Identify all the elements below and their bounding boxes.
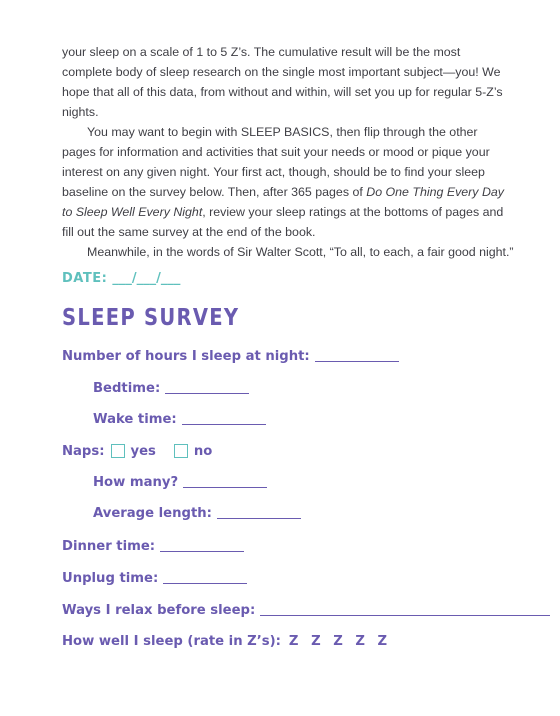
hours-label: Number of hours I sleep at night: <box>62 349 310 364</box>
rating-row <box>62 634 391 649</box>
naps-no-label: no <box>193 444 213 459</box>
naps-no-checkbox[interactable] <box>174 444 188 458</box>
paragraph-3: Meanwhile, in the words of Sir Walter Scott, “To all, to each, a fair good night.” <box>87 245 514 259</box>
survey-title: SLEEP SURVEY <box>62 305 240 331</box>
relax-row <box>62 603 550 618</box>
book-title: Do One Thing Every Day to Sleep Well Every Night <box>62 185 504 219</box>
dinner-field[interactable] <box>160 551 244 552</box>
how-many-row <box>93 475 267 490</box>
intro-text <box>62 42 514 262</box>
avg-length-row <box>93 506 301 521</box>
bedtime-row <box>93 381 249 396</box>
bedtime-field[interactable] <box>165 393 249 394</box>
avg-length-label: Average length: <box>93 506 212 521</box>
paragraph-2-end: , review your sleep ratings at the bottoms of pages and fill out the same survey at the end of the book. <box>62 205 504 239</box>
date-label: DATE: <box>62 271 108 286</box>
hours-row <box>62 349 399 364</box>
paragraph-1: your sleep on a scale of 1 to 5 Z’s. The cumulative result will be the most complete body of sleep research on the single most important subject—you! We hope that all of this data, from without and within, will set you up for regular 5-Z’s nights. <box>62 45 503 119</box>
waketime-field[interactable] <box>182 424 266 425</box>
naps-yes-label: yes <box>130 444 156 459</box>
how-many-label: How many? <box>93 475 179 490</box>
hours-field[interactable] <box>315 361 399 362</box>
naps-label: Naps: <box>62 444 105 459</box>
how-many-field[interactable] <box>183 487 267 488</box>
waketime-label: Wake time: <box>93 412 177 427</box>
bedtime-label: Bedtime: <box>93 381 161 396</box>
paragraph-2-start: You may want to begin with SLEEP BASICS, then flip through the other pages for information and activities that suit your needs or mood or pique your interest on any given night. Your first act, though, should be to find your sleep baseline on the survey below. Then, after 365 pages of <box>62 125 490 199</box>
unplug-row <box>62 571 247 586</box>
naps-yes-checkbox[interactable] <box>111 444 125 458</box>
date-field <box>62 271 180 286</box>
unplug-field[interactable] <box>163 583 247 584</box>
paragraph-2 <box>62 122 514 242</box>
rating-label: How well I sleep (rate in Z’s): <box>62 634 281 649</box>
dinner-row <box>62 539 244 554</box>
date-blanks[interactable]: ___/___/___ <box>112 271 181 286</box>
relax-field[interactable] <box>260 615 550 616</box>
unplug-label: Unplug time: <box>62 571 159 586</box>
avg-length-field[interactable] <box>217 518 301 519</box>
waketime-row <box>93 412 266 427</box>
relax-label: Ways I relax before sleep: <box>62 603 256 618</box>
dinner-label: Dinner time: <box>62 539 156 554</box>
z-rating[interactable]: Z Z Z Z Z <box>288 634 392 649</box>
naps-row <box>62 444 212 459</box>
